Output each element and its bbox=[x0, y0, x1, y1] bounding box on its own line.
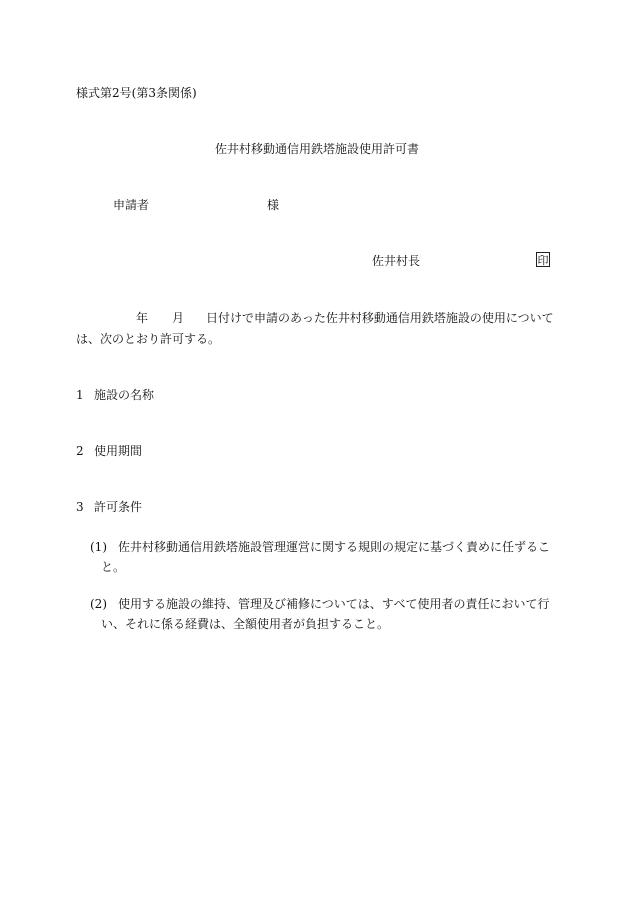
condition-2-line2: い、それに係る経費は、全額使用者が負担すること。 bbox=[101, 617, 390, 631]
date-month: 月 bbox=[172, 311, 185, 325]
condition-2-line1: 使用する施設の維持、管理及び補修については、すべて使用者の責任において行 bbox=[118, 597, 550, 611]
item-2-number: 2 bbox=[76, 444, 84, 458]
permission-statement: は、次のとおり許可する。 bbox=[76, 332, 221, 346]
item-3-number: 3 bbox=[76, 500, 84, 514]
seal-stamp: 印 bbox=[537, 254, 549, 267]
condition-2-number: (2) bbox=[90, 597, 107, 611]
form-label: 様式第2号(第3条関係) bbox=[76, 86, 197, 100]
condition-1-line2: と。 bbox=[101, 560, 126, 574]
document-title: 佐井村移動通信用鉄塔施設使用許可書 bbox=[215, 142, 420, 156]
condition-1-line1: 佐井村移動通信用鉄塔施設管理運営に関する規則の規定に基づく責めに任ずるこ bbox=[118, 540, 551, 554]
date-year: 年 bbox=[136, 311, 149, 325]
item-1-number: 1 bbox=[76, 388, 84, 402]
item-3-label: 許可条件 bbox=[94, 500, 143, 514]
issuer-label: 佐井村長 bbox=[372, 254, 421, 268]
applicant-label: 申請者 bbox=[113, 198, 150, 212]
date-day-text: 日付けで申請のあった佐井村移動通信用鉄塔施設の使用について bbox=[206, 311, 554, 325]
condition-1-number: (1) bbox=[90, 540, 107, 554]
item-1-label: 施設の名称 bbox=[94, 388, 155, 402]
item-2-label: 使用期間 bbox=[94, 444, 143, 458]
applicant-honorific: 様 bbox=[267, 198, 280, 212]
